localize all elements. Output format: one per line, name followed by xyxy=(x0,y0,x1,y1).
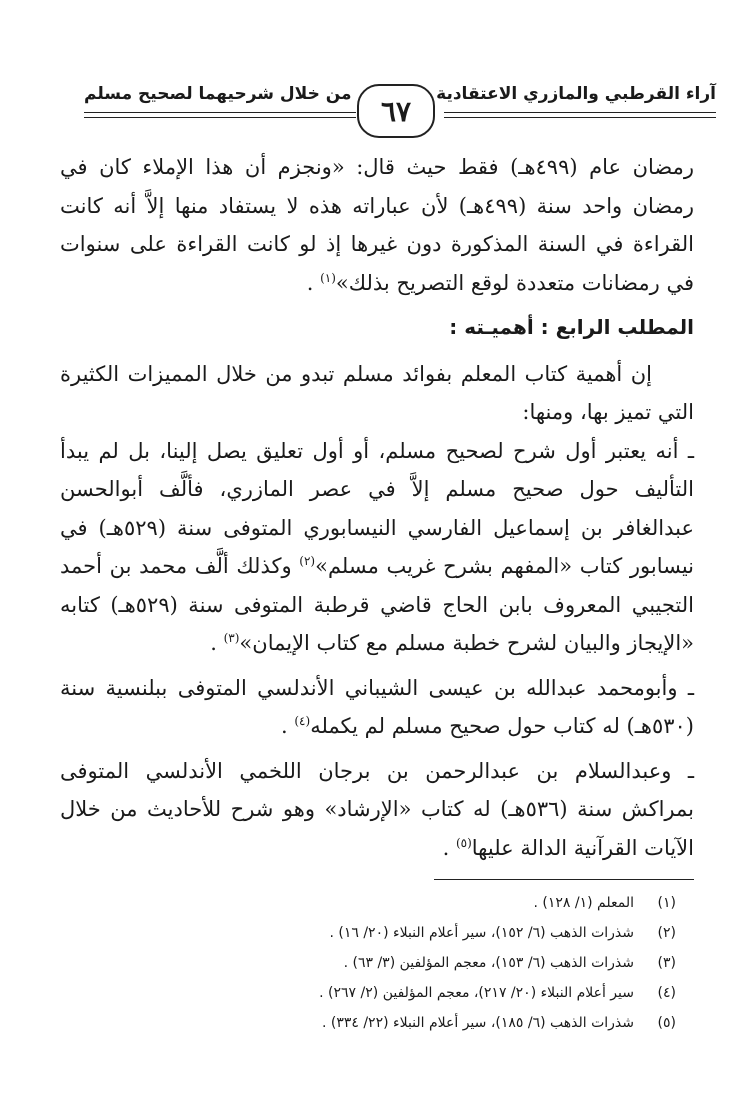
footnote-number: (٢) xyxy=(657,925,676,941)
header-subtitle: من خلال شرحيهما لصحيح مسلم xyxy=(84,84,352,104)
footnote xyxy=(76,1008,676,1038)
footnote-ref[interactable]: (١) xyxy=(320,270,336,285)
header-rule xyxy=(84,112,356,113)
paragraph: ـ وأبومحمد عبدالله بن عيسى الشيباني الأندلسي المتوفى ببلنسية سنة (٥٣٠هـ) له كتاب حول صحيح مسلم لم يكمله$^{(٤)}$ . xyxy=(60,675,694,738)
header-book-title: آراء القرطبي والمازري الاعتقادية xyxy=(436,84,716,104)
footnote-ref[interactable]: (٥) xyxy=(455,835,472,850)
footnote-text: شذرات الذهب (٦/ ١٨٥)، سير أعلام النبلاء (٢٢/ ٣٣٤) . xyxy=(321,1015,634,1031)
footnote-number: (٥) xyxy=(657,1015,676,1031)
header-rule xyxy=(444,117,716,118)
paragraph: ـ وعبدالسلام بن عبدالرحمن بن برجان اللخمي الأندلسي المتوفى بمراكش سنة (٥٣٦هـ) له كتاب «الإرشاد» وهو شرح للأحاديث من خلال الآيات القرآنية الدالة عليها$^{(٥)}$ . xyxy=(60,758,694,860)
header-rule xyxy=(84,117,356,118)
footnote xyxy=(76,888,676,918)
footnote xyxy=(76,978,676,1008)
footnote xyxy=(76,918,676,948)
footnote-number: (٣) xyxy=(657,955,676,971)
footnote-separator xyxy=(434,879,694,880)
footnotes xyxy=(76,888,676,1038)
footnote-ref[interactable]: (٢) xyxy=(299,554,316,568)
footnote-number: (٤) xyxy=(657,985,676,1001)
paragraph: رمضان عام (٤٩٩هـ) فقط حيث قال: «ونجزم أن هذا الإملاء كان في رمضان واحد سنة (٤٩٩هـ) لأن عباراته هذه لا يستفاد منها إلاَّ أنه كانت القراءة في السنة المذكورة دون غيرها إذ لو كانت القراءة على سنوات في رمضانات متعددة لوقع التصريح بذلك»$^{(١)}$ . xyxy=(60,155,694,295)
footnote-text: شذرات الذهب (٦/ ١٥٢)، سير أعلام النبلاء (٢٠/ ١٦) . xyxy=(329,925,634,941)
running-header xyxy=(84,84,716,140)
footnote-text: المعلم (١/ ١٢٨) . xyxy=(533,895,634,911)
paragraph: إن أهمية كتاب المعلم بفوائد مسلم تبدو من خلال المميزات الكثيرة التي تميز بها، ومنها: xyxy=(60,361,694,424)
section-heading: المطلب الرابع : أهميـته : xyxy=(449,315,694,339)
paragraph: ـ أنه يعتبر أول شرح لصحيح مسلم، أو أول تعليق يصل إلينا، بل لم يبدأ التأليف حول صحيح مسلم إلاَّ في عصر المازري، فألَّف أبوالحسن عبدالغافر بن إسماعيل الفارسي النيسابوري المتوفى سنة (٥٢٩هـ) في نيسابور كتاب «المفهم بشرح غريب مسلم»$^{(٢)}$ وكذلك ألَّف محمد بن أحمد التجيبي المعروف بابن الحاج قاضي قرطبة المتوفى سنة (٥٢٩هـ) كتابه «الإيجاز والبيان لشرح خطبة مسلم مع كتاب الإيمان»$^{(٣)}$ . xyxy=(60,438,695,655)
main-text xyxy=(60,148,694,867)
page-number: ٦٧ xyxy=(357,84,435,138)
header-rule xyxy=(444,112,716,113)
footnote xyxy=(76,948,676,978)
footnote-number: (١) xyxy=(657,895,676,911)
footnote-text: شذرات الذهب (٦/ ١٥٣)، معجم المؤلفين (٣/ ٦٣) . xyxy=(343,955,634,971)
footnote-text: سير أعلام النبلاء (٢٠/ ٢١٧)، معجم المؤلفين (٢/ ٢٦٧) . xyxy=(319,985,634,1001)
footnote-ref[interactable]: (٤) xyxy=(294,714,311,728)
footnote-ref[interactable]: (٣) xyxy=(223,631,240,645)
